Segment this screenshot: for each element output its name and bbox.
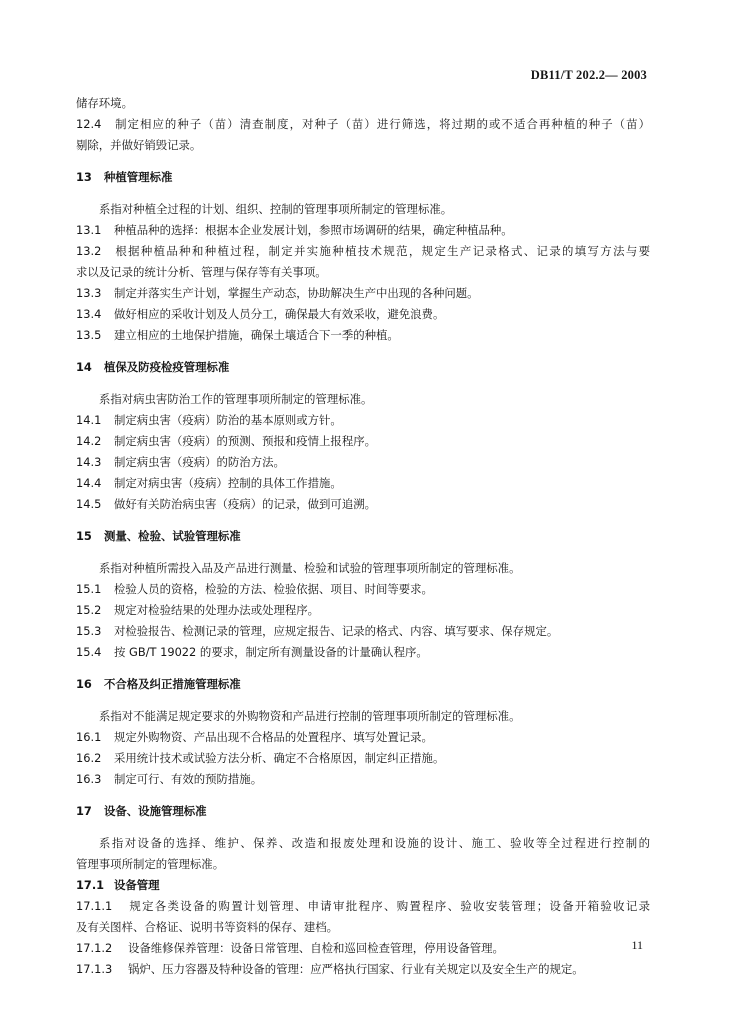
clause-text: 规定外购物资、产品出现不合格品的处置程序、填写处置记录。 (114, 730, 433, 744)
clause-text: 锅炉、压力容器及特种设备的管理：应严格执行国家、行业有关规定以及安全生产的规定。 (128, 962, 584, 976)
clause-number: 14.1 (76, 413, 102, 427)
clause-continuation: 剔除，并做好销毁记录。 (76, 138, 202, 152)
paragraph-line: 储存环境。 (76, 96, 133, 110)
clause-number: 17.1.2 (76, 941, 113, 955)
section-number: 17 (76, 804, 92, 818)
clause-number: 13.5 (76, 328, 102, 342)
clause-13-4 (76, 304, 650, 325)
clause-number: 13.2 (76, 244, 102, 258)
clause-number: 17.1.1 (76, 899, 113, 913)
subsection-title: 设备管理 (114, 878, 160, 892)
section-number: 15 (76, 529, 92, 543)
section-intro: 系指对种植全过程的计划、组织、控制的管理事项所制定的管理标准。 (99, 202, 453, 216)
clause-number: 12.4 (76, 117, 102, 131)
clause-17-1-2 (76, 938, 650, 959)
clause-13-3 (76, 283, 650, 304)
section-heading-14 (76, 357, 650, 378)
clause-16-2 (76, 748, 650, 769)
clause-14-4 (76, 473, 650, 494)
clause-16-3 (76, 769, 650, 790)
section-heading-16 (76, 674, 650, 695)
clause-text: 制定相应的种子（苗）清查制度，对种子（苗）进行筛选，将过期的或不适合再种植的种子（苗） (114, 117, 650, 131)
section-title: 种植管理标准 (104, 170, 173, 184)
clause-text: 按 GB/T 19022 的要求，制定所有测量设备的计量确认程序。 (114, 645, 428, 659)
clause-number: 13.4 (76, 307, 102, 321)
clause-text: 对检验报告、检测记录的管理，应规定报告、记录的格式、内容、填写要求、保存规定。 (114, 624, 559, 638)
clause-15-3 (76, 621, 650, 642)
clause-number: 16.2 (76, 751, 102, 765)
clause-text: 建立相应的土地保护措施，确保土壤适合下一季的种植。 (114, 328, 399, 342)
document-body (76, 93, 650, 980)
clause-number: 13.3 (76, 286, 102, 300)
clause-text: 制定病虫害（疫病）防治的基本原则或方针。 (114, 413, 342, 427)
clause-13-5 (76, 325, 650, 346)
section-intro: 系指对种植所需投入品及产品进行测量、检验和试验的管理事项所制定的管理标准。 (99, 561, 521, 575)
clause-number: 17.1.3 (76, 962, 113, 976)
section-heading-17 (76, 801, 650, 822)
clause-14-2 (76, 431, 650, 452)
section-number: 13 (76, 170, 92, 184)
clause-13-2 (76, 241, 650, 262)
section-title: 植保及防疫检疫管理标准 (104, 360, 230, 374)
subsection-number: 17.1 (76, 878, 105, 892)
clause-number: 15.2 (76, 603, 102, 617)
clause-17-1-3 (76, 959, 650, 980)
clause-number: 15.3 (76, 624, 102, 638)
clause-continuation: 求以及记录的统计分析、管理与保存等有关事项。 (76, 265, 327, 279)
section-number: 14 (76, 360, 92, 374)
clause-14-1 (76, 410, 650, 431)
section-intro-continuation: 管理事项所制定的管理标准。 (76, 857, 225, 871)
section-heading-13 (76, 167, 650, 188)
document-code-header: DB11/T 202.2— 2003 (530, 68, 647, 82)
clause-number: 14.5 (76, 497, 102, 511)
clause-14-5 (76, 494, 650, 515)
section-title: 不合格及纠正措施管理标准 (104, 677, 241, 691)
clause-continuation: 及有关图样、合格证、说明书等资料的保存、建档。 (76, 920, 338, 934)
section-heading-15 (76, 526, 650, 547)
clause-text: 制定对病虫害（疫病）控制的具体工作措施。 (114, 476, 342, 490)
clause-text: 检验人员的资格，检验的方法、检验依据、项目、时间等要求。 (114, 582, 433, 596)
clause-number: 16.1 (76, 730, 102, 744)
clause-text: 制定可行、有效的预防措施。 (114, 772, 263, 786)
clause-14-3 (76, 452, 650, 473)
clause-text: 种植品种的选择：根据本企业发展计划，参照市场调研的结果，确定种植品种。 (114, 223, 513, 237)
section-intro: 系指对不能满足规定要求的外购物资和产品进行控制的管理事项所制定的管理标准。 (99, 709, 521, 723)
clause-text: 规定对检验结果的处理办法或处理程序。 (114, 603, 320, 617)
clause-15-4 (76, 642, 650, 663)
clause-text: 制定病虫害（疫病）的防治方法。 (114, 455, 285, 469)
clause-text: 根据种植品种和种植过程，制定并实施种植技术规范，规定生产记录格式、记录的填写方法与要 (114, 244, 650, 258)
clause-12-4 (76, 114, 650, 135)
clause-number: 13.1 (76, 223, 102, 237)
clause-16-1 (76, 727, 650, 748)
clause-text: 制定病虫害（疫病）的预测、预报和疫情上报程序。 (114, 434, 376, 448)
clause-text: 做好相应的采收计划及人员分工，确保最大有效采收，避免浪费。 (114, 307, 445, 321)
section-title: 设备、设施管理标准 (104, 804, 207, 818)
clause-15-2 (76, 600, 650, 621)
clause-number: 15.4 (76, 645, 102, 659)
clause-text: 做好有关防治病虫害（疫病）的记录，做到可追溯。 (114, 497, 376, 511)
clause-number: 15.1 (76, 582, 102, 596)
clause-number: 14.3 (76, 455, 102, 469)
clause-text: 规定各类设备的购置计划管理、申请审批程序、购置程序、验收安装管理；设备开箱验收记录 (128, 899, 650, 913)
section-title: 测量、检验、试验管理标准 (104, 529, 241, 543)
clause-text: 采用统计技术或试验方法分析、确定不合格原因，制定纠正措施。 (114, 751, 445, 765)
clause-number: 16.3 (76, 772, 102, 786)
section-intro: 系指对设备的选择、维护、保养、改造和报废处理和设施的设计、施工、验收等全过程进行控制的 (99, 836, 650, 850)
section-number: 16 (76, 677, 92, 691)
subsection-heading-17-1 (76, 875, 650, 896)
clause-number: 14.4 (76, 476, 102, 490)
page-number: 11 (631, 938, 643, 952)
section-intro: 系指对病虫害防治工作的管理事项所制定的管理标准。 (99, 392, 373, 406)
clause-number: 14.2 (76, 434, 102, 448)
clause-15-1 (76, 579, 650, 600)
clause-text: 设备维修保养管理：设备日常管理、自检和巡回检查管理，停用设备管理。 (128, 941, 504, 955)
clause-text: 制定并落实生产计划，掌握生产动态，协助解决生产中出现的各种问题。 (114, 286, 479, 300)
clause-13-1 (76, 220, 650, 241)
clause-17-1-1 (76, 896, 650, 917)
